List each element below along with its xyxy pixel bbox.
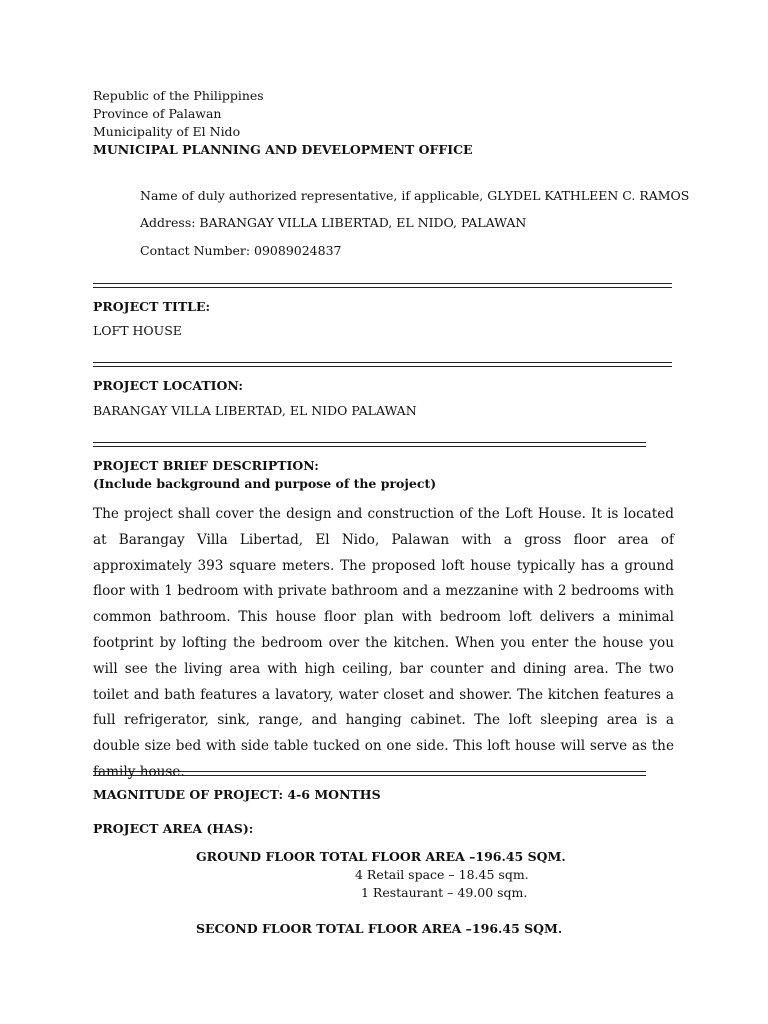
project-location-label: PROJECT LOCATION:	[93, 378, 243, 393]
project-description-label: PROJECT BRIEF DESCRIPTION:	[93, 458, 319, 473]
project-description-body: The project shall cover the design and construction of the Loft House. It is located at Barangay Villa Libertad, El Nido, Palawan with a gross floor area of approximately 393 square meters. The proposed loft house typically has a ground floor with 1 bedroom with private bathroom and a mezzanine with 2 bedrooms with common bathroom. This house floor plan with bedroom loft delivers a minimal footprint by lofting the bedroom over the kitchen. When you enter the house you will see the living area with high ceiling, bar counter and dining area. The two toilet and bath features a lavatory, water closet and shower. The kitchen features a full refrigerator, sink, range, and hanging cabinet. The loft sleeping area is a double size bed with side table tucked on one side. This loft house will serve as the family house.	[93, 506, 674, 780]
project-area-label: PROJECT AREA (HAS):	[93, 821, 254, 836]
letterhead	[93, 87, 473, 159]
project-title-value: LOFT HOUSE	[93, 323, 182, 338]
magnitude-label: MAGNITUDE OF PROJECT: 4-6 MONTHS	[93, 787, 381, 802]
letterhead-province: Province of Palawan	[93, 106, 222, 121]
letterhead-municipality: Municipality of El Nido	[93, 124, 241, 139]
project-location-value: BARANGAY VILLA LIBERTAD, EL NIDO PALAWAN	[93, 403, 417, 418]
section-divider	[93, 771, 646, 776]
representative-contact: Contact Number: 09089024837	[140, 243, 342, 258]
section-divider	[93, 442, 646, 447]
representative-name: Name of duly authorized representative, if applicable, GLYDEL KATHLEEN C. RAMOS	[140, 188, 690, 203]
second-floor-area: SECOND FLOOR TOTAL FLOOR AREA –196.45 SQM.	[196, 921, 563, 936]
project-title-label: PROJECT TITLE:	[93, 299, 211, 314]
section-divider	[93, 362, 672, 367]
retail-space-area: 4 Retail space – 18.45 sqm.	[355, 867, 529, 882]
project-description-sublabel: (Include background and purpose of the project)	[93, 476, 437, 491]
ground-floor-area: GROUND FLOOR TOTAL FLOOR AREA –196.45 SQM.	[196, 849, 566, 864]
representative-address: Address: BARANGAY VILLA LIBERTAD, EL NIDO, PALAWAN	[140, 215, 527, 230]
restaurant-area: 1 Restaurant – 49.00 sqm.	[361, 885, 528, 900]
letterhead-office: MUNICIPAL PLANNING AND DEVELOPMENT OFFICE	[93, 142, 473, 157]
letterhead-republic: Republic of the Philippines	[93, 88, 264, 103]
section-divider	[93, 283, 672, 288]
